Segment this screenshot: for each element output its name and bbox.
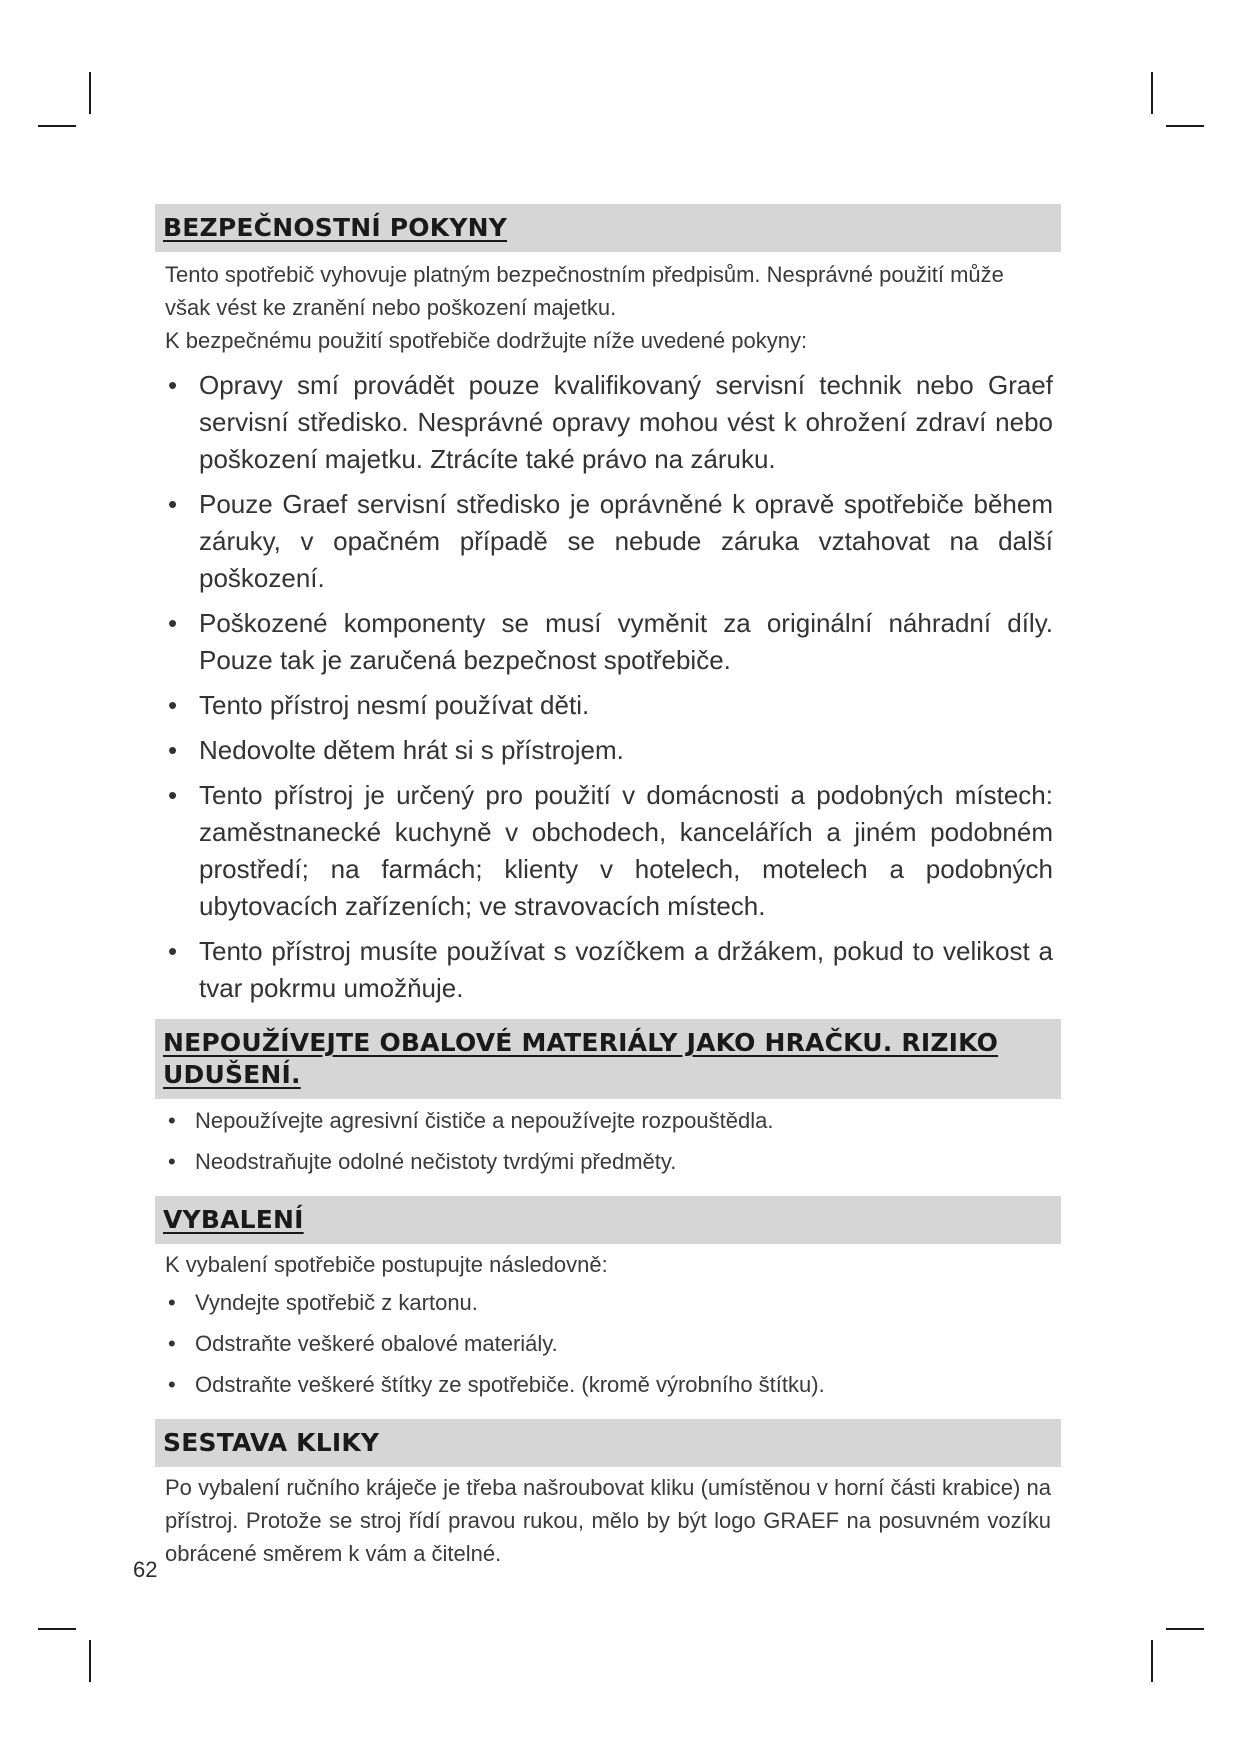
crank-assembly-text: Po vybalení ručního kráječe je třeba našroubovat kliku (umístěnou v horní části krabice) na přístroj. Protože se stroj řídí pravou rukou, mělo by být logo GRAEF na posuvném vozíku obrácené směrem k vám a čitelné. <box>165 1475 1051 1566</box>
crop-mark <box>89 72 91 114</box>
crop-mark <box>1151 1640 1153 1682</box>
crop-mark <box>1166 1628 1204 1630</box>
list-item: • Nepoužívejte agresivní čističe a nepoužívejte rozpouštědla. <box>155 1105 1061 1137</box>
list-item: • Nedovolte dětem hrát si s přístrojem. <box>155 732 1061 769</box>
packaging-warning-heading: NEPOUŽÍVEJTE OBALOVÉ MATERIÁLY JAKO HRAČKU. RIZIKO UDUŠENÍ. <box>155 1019 1061 1099</box>
list-item: • Opravy smí provádět pouze kvalifikovaný servisní technik nebo Graef servisní středisko. Nesprávné opravy mohou vést k ohrožení zdraví nebo poškození majetku. Ztrácíte také právo na záruku. <box>155 367 1061 478</box>
list-item: • Tento přístroj nesmí používat děti. <box>155 687 1061 724</box>
list-item: • Pouze Graef servisní středisko je oprávněné k opravě spotřebiče během záruky, v opačném případě se nebude záruka vztahovat na další poškození. <box>155 486 1061 597</box>
crank-assembly-heading: SESTAVA KLIKY <box>155 1419 1061 1467</box>
page-number: 62 <box>133 1557 158 1582</box>
unpacking-intro: K vybalení spotřebiče postupujte následovně: <box>165 1252 608 1277</box>
list-item: • Vyndejte spotřebič z kartonu. <box>155 1287 1061 1319</box>
safety-list <box>155 367 1061 1007</box>
crop-mark <box>38 1628 76 1630</box>
unpacking-list <box>155 1287 1061 1401</box>
list-item: • Odstraňte veškeré štítky ze spotřebiče. (kromě výrobního štítku). <box>155 1369 1061 1401</box>
safety-heading: BEZPEČNOSTNÍ POKYNY <box>155 204 1061 252</box>
safety-intro-2: K bezpečnému použití spotřebiče dodržujte níže uvedené pokyny: <box>165 328 808 353</box>
packaging-list <box>155 1105 1061 1178</box>
unpacking-heading: VYBALENÍ <box>155 1196 1061 1244</box>
crop-mark <box>1151 72 1153 114</box>
list-item: • Tento přístroj je určený pro použití v domácnosti a podobných místech: zaměstnanecké kuchyně v obchodech, kancelářích a jiném podobném prostředí; na farmách; klienty v hotelech, motelech a podobných ubytovacích zařízeních; ve stravovacích místech. <box>155 777 1061 925</box>
safety-intro: Tento spotřebič vyhovuje platným bezpečnostním předpisům. Nesprávné použití může však vést ke zranění nebo poškození majetku. <box>165 262 1004 320</box>
crop-mark <box>89 1640 91 1682</box>
list-item: • Neodstraňujte odolné nečistoty tvrdými předměty. <box>155 1146 1061 1178</box>
list-item: • Odstraňte veškeré obalové materiály. <box>155 1328 1061 1360</box>
list-item: • Tento přístroj musíte používat s vozíčkem a držákem, pokud to velikost a tvar pokrmu umožňuje. <box>155 933 1061 1007</box>
page-content <box>155 204 1061 1570</box>
crop-mark <box>1166 125 1204 127</box>
list-item: • Poškozené komponenty se musí vyměnit za originální náhradní díly. Pouze tak je zaručená bezpečnost spotřebiče. <box>155 605 1061 679</box>
crop-mark <box>38 125 76 127</box>
